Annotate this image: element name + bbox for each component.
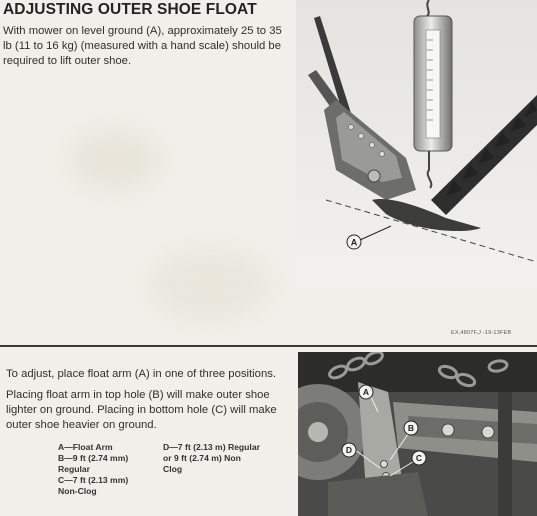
paragraph-line: lighter on ground. Placing in bottom hole (C) will make [6,404,277,416]
callout-b-label: B [407,423,415,433]
float-arm-photo [298,352,537,516]
callout-d-label: D [345,445,353,455]
paragraph-line: outer shoe heavier on ground. [6,419,157,431]
intro-paragraph [3,24,288,69]
figure-reference: EX,4807F,J -19-13FEB [451,330,512,336]
legend-item: A—Float Arm [58,442,113,452]
paragraph-line: Placing float arm in top hole (B) will make outer shoe [6,389,270,401]
mower-scale-photo [296,0,537,290]
legend-item: B—9 ft (2.74 mm) [58,453,129,463]
adjust-instruction: To adjust, place float arm (A) in one of three positions. [6,368,277,380]
callout-c-label: C [415,453,423,463]
legend-left [58,442,128,497]
paper-stain [70,130,160,190]
callout-a-label: A [362,387,370,397]
legend-item: Regular [58,464,90,474]
intro-line: required to lift outer shoe. [3,55,132,67]
intro-line: With mower on level ground (A), approximately 25 to 35 [3,25,282,37]
intro-line: lb (11 to 16 kg) (measured with a hand scale) should be [3,40,281,52]
legend-right [163,442,260,475]
legend-item: C—7 ft (2.13 mm) [58,475,129,485]
legend-item: Clog [163,464,183,474]
legend-item: D—7 ft (2.13 m) Regular [163,442,260,452]
float-arm-paragraph [6,388,296,433]
paper-stain [150,250,270,320]
callout-a-label: A [350,237,358,248]
section-title: ADJUSTING OUTER SHOE FLOAT [3,1,257,18]
section-divider [0,345,537,347]
legend-item: or 9 ft (2.74 m) Non [163,453,241,463]
legend-item: Non-Clog [58,486,97,496]
